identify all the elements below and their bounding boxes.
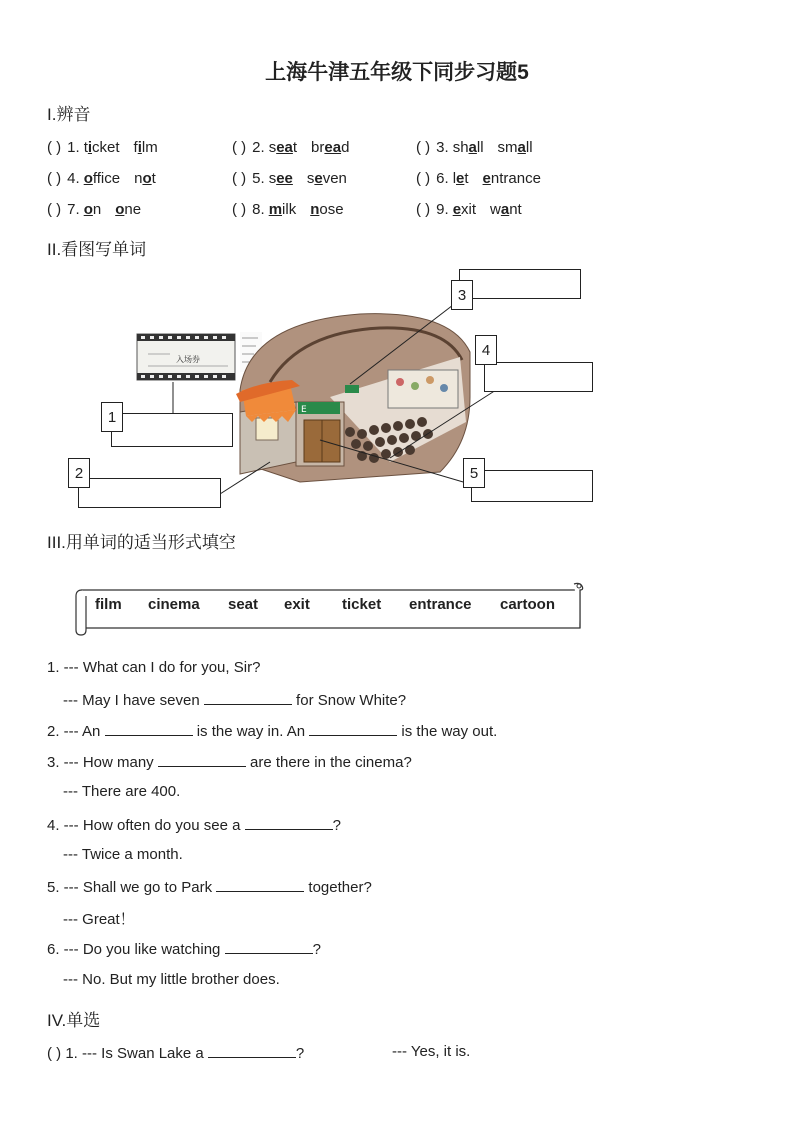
fill-q2: 2. --- An is the way in. An is the way out. bbox=[47, 723, 498, 740]
phonics-word: milk bbox=[268, 201, 297, 218]
phonics-word: seven bbox=[306, 170, 347, 187]
answer-box-1[interactable] bbox=[111, 413, 233, 447]
phonics-number: 1. bbox=[67, 139, 80, 156]
phonics-word: film bbox=[133, 139, 158, 156]
answer-blank[interactable] bbox=[216, 877, 304, 892]
phonics-number: 6. bbox=[436, 170, 449, 187]
word-bank-item: cartoon bbox=[500, 596, 556, 613]
fill-q6: 6. --- Do you like watching ? bbox=[47, 941, 321, 958]
phonics-number: 9. bbox=[436, 201, 449, 218]
word-bank-item: exit bbox=[284, 596, 310, 613]
phonics-word: exit bbox=[452, 201, 477, 218]
fill-q1-line2: --- May I have seven for Snow White? bbox=[63, 692, 407, 709]
section-2-heading: II.看图写单词 bbox=[47, 240, 147, 259]
answer-box-2[interactable] bbox=[78, 478, 221, 508]
phonics-item bbox=[47, 201, 141, 218]
answer-blank[interactable] bbox=[105, 721, 193, 736]
answer-paren[interactable]: ( ) bbox=[232, 139, 247, 156]
phonics-item bbox=[232, 170, 347, 187]
exit-sign: E bbox=[301, 405, 307, 415]
phonics-word: not bbox=[134, 170, 156, 187]
answer-blank[interactable] bbox=[309, 721, 397, 736]
word-bank-item: film bbox=[95, 596, 122, 613]
fill-q3: 3. --- How many are there in the cinema? bbox=[47, 754, 412, 771]
phonics-item bbox=[232, 139, 349, 156]
answer-paren[interactable]: ( ) bbox=[416, 170, 431, 187]
fill-q5: 5. --- Shall we go to Park together? bbox=[47, 879, 372, 896]
phonics-number: 4. bbox=[67, 170, 80, 187]
word-bank-item: cinema bbox=[148, 596, 200, 613]
answer-box-5[interactable] bbox=[471, 470, 593, 502]
answer-blank[interactable] bbox=[225, 939, 313, 954]
phonics-item bbox=[47, 139, 158, 156]
answer-box-4[interactable] bbox=[484, 362, 593, 392]
phonics-item bbox=[416, 201, 522, 218]
phonics-word: ticket bbox=[83, 139, 120, 156]
cinema-building bbox=[236, 314, 470, 482]
phonics-word: bread bbox=[311, 139, 350, 156]
fill-q1-line1: 1. --- What can I do for you, Sir? bbox=[47, 659, 261, 676]
label-3: 3 bbox=[451, 280, 473, 310]
phonics-word: office bbox=[83, 170, 121, 187]
section-3-heading: III.用单词的适当形式填空 bbox=[47, 533, 236, 552]
phonics-word: shall bbox=[452, 139, 484, 156]
label-4: 4 bbox=[475, 335, 497, 365]
fill-q4-answer: --- Twice a month. bbox=[63, 846, 183, 863]
answer-paren[interactable]: ( ) bbox=[47, 139, 62, 156]
phonics-word: small bbox=[497, 139, 533, 156]
phonics-number: 2. bbox=[252, 139, 265, 156]
fill-q6-answer: --- No. But my little brother does. bbox=[63, 971, 280, 988]
answer-paren[interactable]: ( ) bbox=[232, 170, 247, 187]
phonics-word: on bbox=[83, 201, 102, 218]
answer-blank[interactable] bbox=[245, 815, 333, 830]
phonics-word: let bbox=[452, 170, 469, 187]
phonics-word: see bbox=[268, 170, 293, 187]
answer-paren[interactable]: ( ) bbox=[232, 201, 247, 218]
answer-paren[interactable]: ( ) bbox=[47, 1045, 62, 1062]
phonics-item bbox=[416, 170, 541, 187]
label-5: 5 bbox=[463, 458, 485, 488]
answer-paren[interactable]: ( ) bbox=[47, 170, 62, 187]
phonics-number: 8. bbox=[252, 201, 265, 218]
answer-paren[interactable]: ( ) bbox=[416, 139, 431, 156]
answer-blank[interactable] bbox=[204, 690, 292, 705]
fill-q5-answer: --- Great！ bbox=[63, 911, 135, 928]
answer-blank[interactable] bbox=[158, 752, 246, 767]
section-1-heading: I.辨音 bbox=[47, 105, 91, 124]
answer-box-3[interactable] bbox=[459, 269, 581, 299]
phonics-number: 7. bbox=[67, 201, 80, 218]
fill-q3-answer: --- There are 400. bbox=[63, 783, 181, 800]
phonics-item bbox=[232, 201, 344, 218]
section-4-heading: IV.单选 bbox=[47, 1011, 101, 1030]
word-bank-item: entrance bbox=[409, 596, 472, 613]
word-bank-item: seat bbox=[228, 596, 259, 613]
cinema-picture bbox=[0, 262, 794, 512]
ticket-text: 入场券 bbox=[176, 355, 200, 364]
phonics-word: entrance bbox=[482, 170, 541, 187]
answer-paren[interactable]: ( ) bbox=[416, 201, 431, 218]
phonics-word: nose bbox=[310, 201, 344, 218]
phonics-item bbox=[47, 170, 156, 187]
mc-q1-answer: --- Yes, it is. bbox=[392, 1043, 471, 1060]
fill-q4: 4. --- How often do you see a ? bbox=[47, 817, 341, 834]
phonics-word: seat bbox=[268, 139, 298, 156]
phonics-item bbox=[416, 139, 533, 156]
page-title: 上海牛津五年级下同步习题5 bbox=[265, 61, 529, 84]
phonics-word: want bbox=[490, 201, 522, 218]
label-2: 2 bbox=[68, 458, 90, 488]
word-bank-item: ticket bbox=[342, 596, 382, 613]
mc-q1: ( ) 1. --- Is Swan Lake a ? bbox=[47, 1045, 305, 1062]
label-1: 1 bbox=[101, 402, 123, 432]
ticket-image bbox=[137, 332, 262, 380]
answer-paren[interactable]: ( ) bbox=[47, 201, 62, 218]
phonics-number: 5. bbox=[252, 170, 265, 187]
answer-blank[interactable] bbox=[208, 1043, 296, 1058]
phonics-word: one bbox=[115, 201, 142, 218]
phonics-number: 3. bbox=[436, 139, 449, 156]
